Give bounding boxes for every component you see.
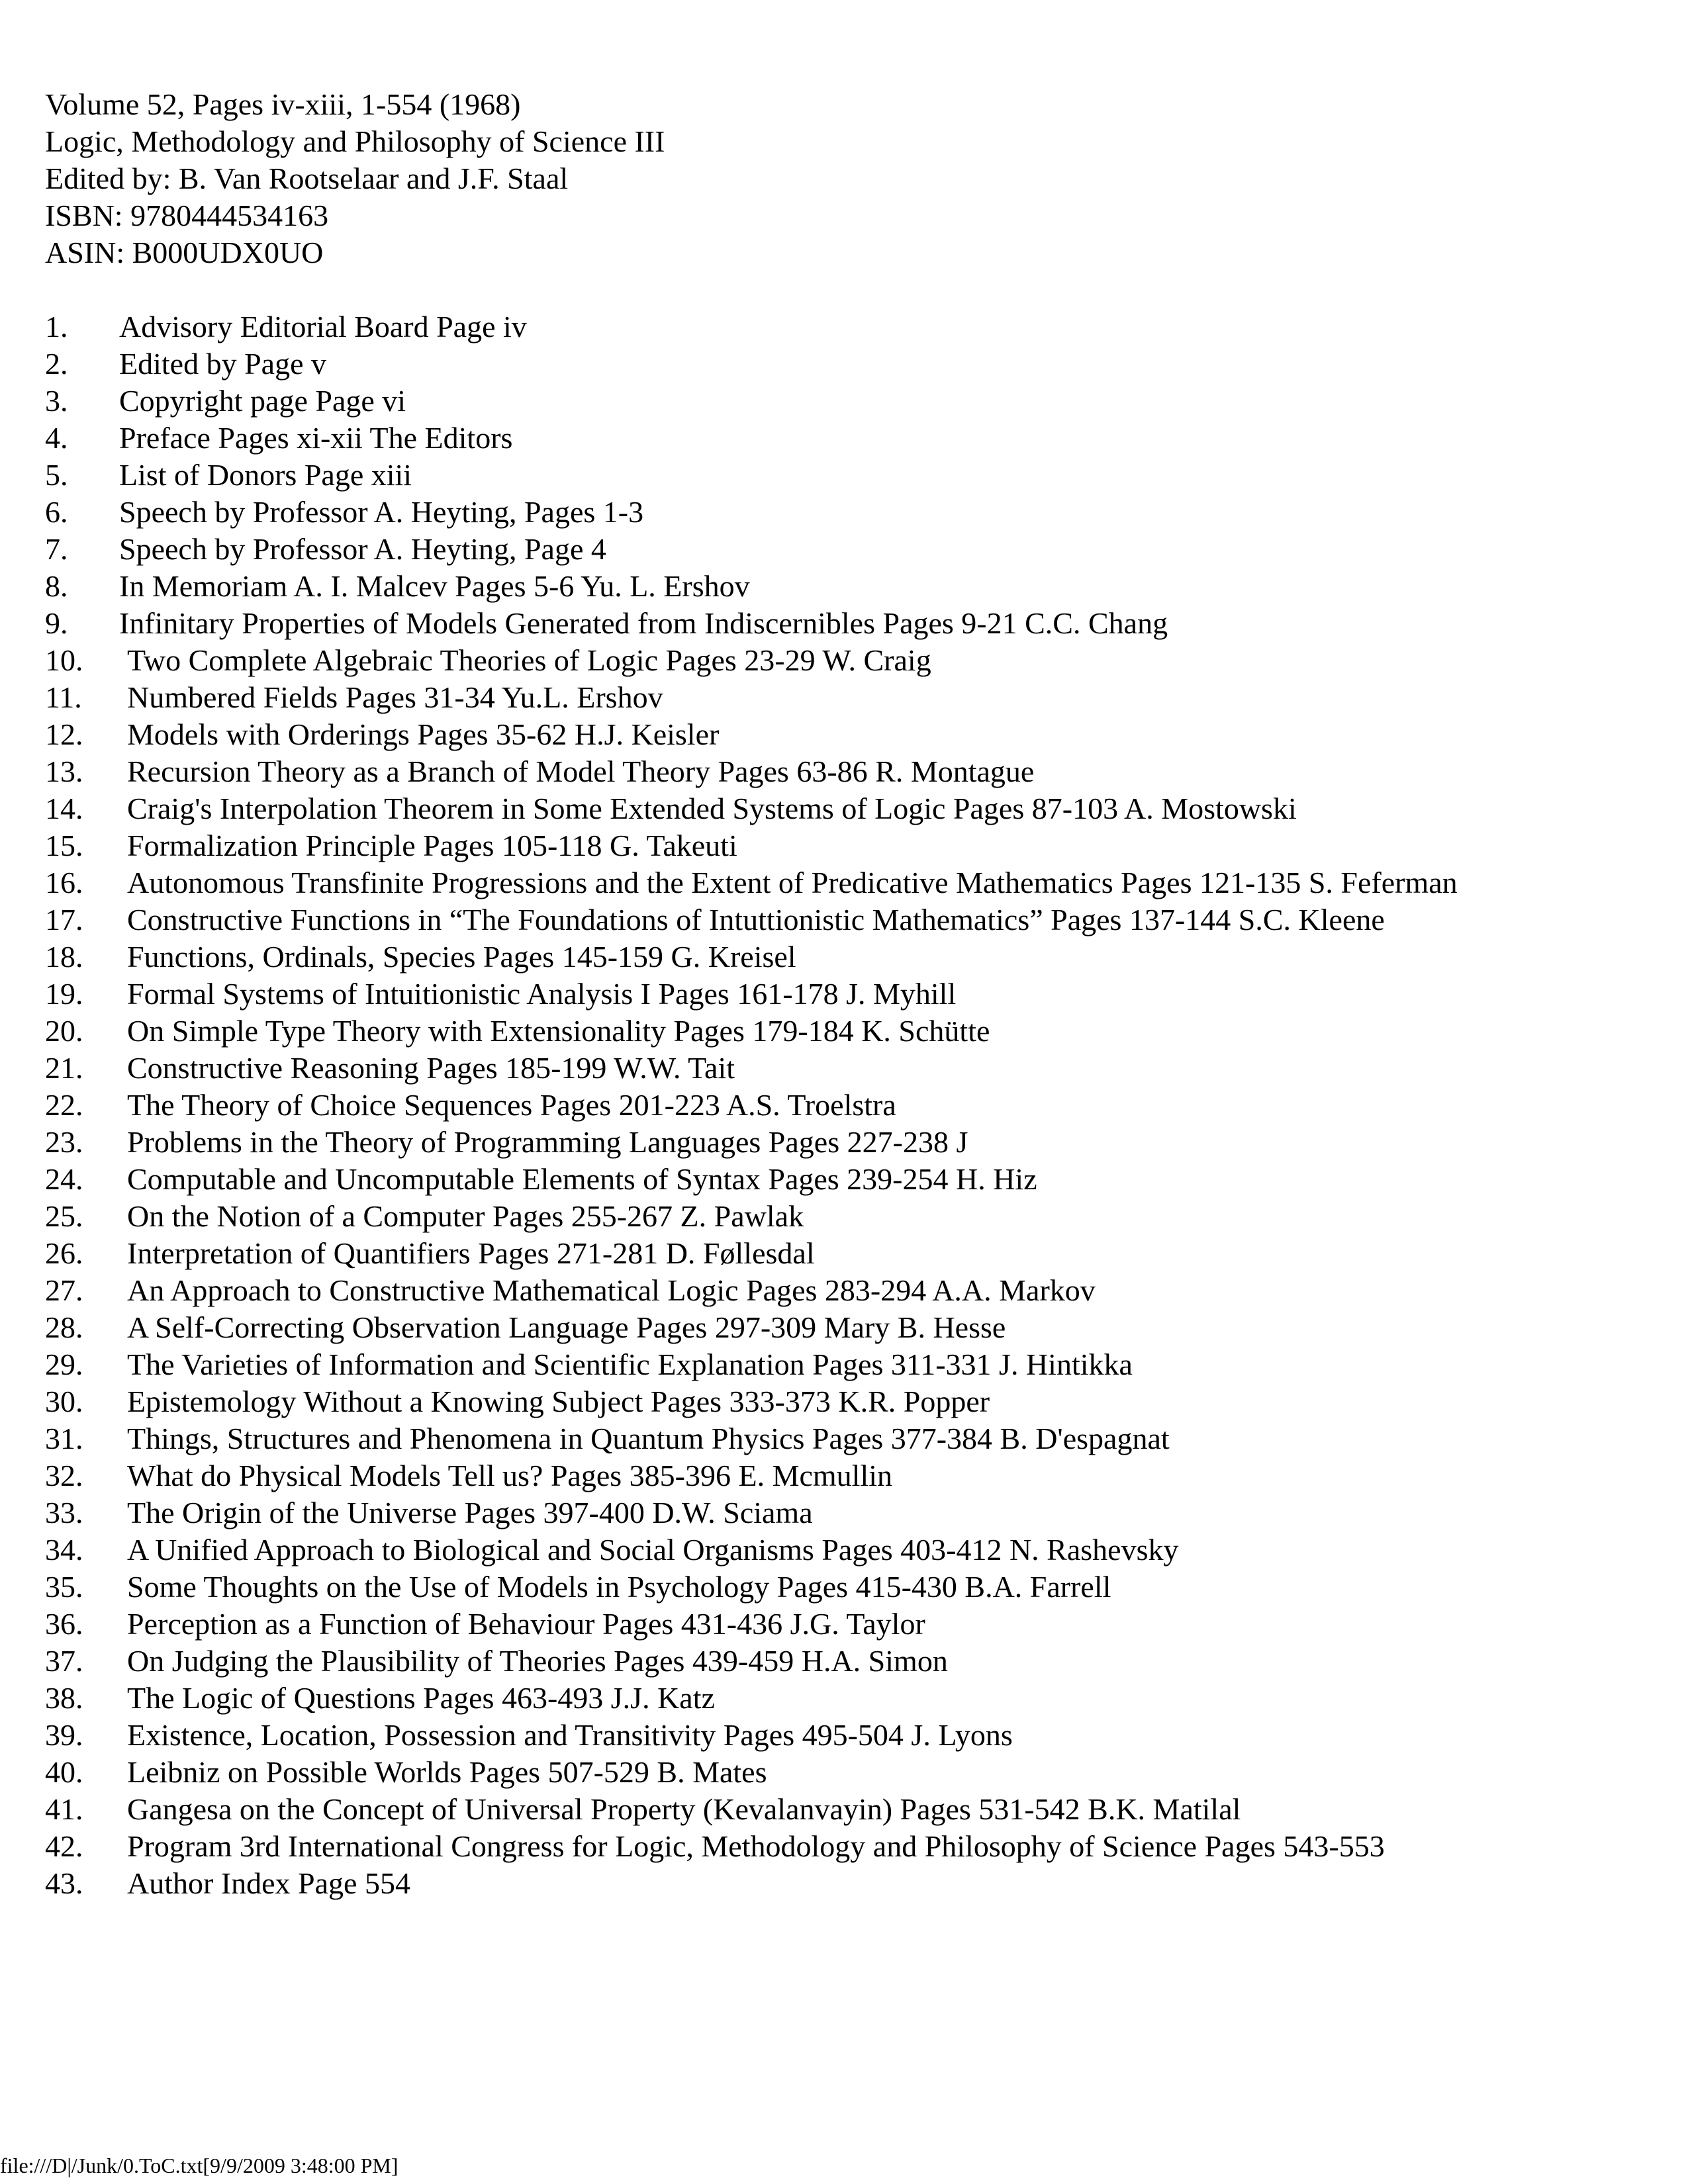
toc-entry (45, 1643, 1660, 1680)
toc-entry (45, 1124, 1660, 1161)
toc-entry-number: 29. (45, 1347, 83, 1381)
toc-entry (45, 420, 1660, 457)
toc-entry (45, 1272, 1660, 1309)
table-of-contents (45, 308, 1660, 1902)
toc-entry (45, 1235, 1660, 1272)
toc-entry-number: 5. (45, 458, 68, 492)
toc-entry-text: Formal Systems of Intuitionistic Analysis I Pages 161-178 J. Myhill (127, 977, 957, 1011)
asin-line: ASIN: B000UDX0UO (45, 236, 324, 269)
toc-entry-number: 42. (45, 1829, 83, 1863)
toc-entry-text: Recursion Theory as a Branch of Model Theory Pages 63-86 R. Montague (127, 754, 1035, 788)
toc-entry-text: Craig's Interpolation Theorem in Some Extended Systems of Logic Pages 87-103 A. Mostowski (127, 792, 1297, 825)
toc-entry-text: List of Donors Page xiii (119, 458, 412, 492)
toc-entry-text: Autonomous Transfinite Progressions and the Extent of Predicative Mathematics Pages 121-135 S. Feferman (127, 866, 1458, 899)
toc-entry (45, 1828, 1660, 1865)
toc-entry (45, 938, 1660, 976)
toc-entry-text: The Origin of the Universe Pages 397-400 D.W. Sciama (127, 1496, 813, 1529)
toc-entry-text: Preface Pages xi-xii The Editors (119, 421, 513, 455)
toc-entry-text: Existence, Location, Possession and Transitivity Pages 495-504 J. Lyons (127, 1718, 1013, 1752)
toc-entry-text: Gangesa on the Concept of Universal Property (Kevalanvayin) Pages 531-542 B.K. Matilal (127, 1792, 1241, 1826)
toc-entry-text: Edited by Page v (119, 347, 326, 381)
toc-entry (45, 1383, 1660, 1420)
toc-entry-number: 24. (45, 1162, 83, 1196)
toc-entry-text: Two Complete Algebraic Theories of Logic Pages 23-29 W. Craig (127, 643, 931, 677)
toc-entry-number: 14. (45, 792, 83, 825)
toc-entry-number: 34. (45, 1533, 83, 1567)
toc-entry-number: 27. (45, 1273, 83, 1307)
toc-entry (45, 1531, 1660, 1569)
toc-entry-text: On Simple Type Theory with Extensionality Pages 179-184 K. Schütte (127, 1014, 990, 1048)
toc-entry-text: On the Notion of a Computer Pages 255-267 Z. Pawlak (127, 1199, 804, 1233)
toc-entry (45, 457, 1660, 494)
toc-entry-text: Some Thoughts on the Use of Models in Psychology Pages 415-430 B.A. Farrell (127, 1570, 1111, 1604)
toc-entry-number: 6. (45, 495, 68, 529)
toc-entry-text: Leibniz on Possible Worlds Pages 507-529 B. Mates (127, 1755, 767, 1789)
toc-entry-number: 2. (45, 347, 68, 381)
toc-entry-text: Interpretation of Quantifiers Pages 271-281 D. Føllesdal (127, 1236, 815, 1270)
toc-entry (45, 1346, 1660, 1383)
toc-entry-text: Numbered Fields Pages 31-34 Yu.L. Ershov (127, 680, 663, 714)
toc-entry-text: Computable and Uncomputable Elements of Syntax Pages 239-254 H. Hiz (127, 1162, 1037, 1196)
toc-entry-number: 36. (45, 1607, 83, 1641)
toc-entry-text: A Self-Correcting Observation Language Pages 297-309 Mary B. Hesse (127, 1310, 1006, 1344)
toc-entry-text: Author Index Page 554 (127, 1866, 410, 1900)
toc-entry (45, 531, 1660, 568)
toc-entry-number: 25. (45, 1199, 83, 1233)
toc-entry-text: Advisory Editorial Board Page iv (119, 310, 527, 343)
toc-entry (45, 976, 1660, 1013)
toc-entry-number: 19. (45, 977, 83, 1011)
toc-entry (45, 716, 1660, 753)
toc-entry-number: 37. (45, 1644, 83, 1678)
toc-entry (45, 1161, 1660, 1198)
toc-entry-number: 39. (45, 1718, 83, 1752)
toc-entry-text: The Logic of Questions Pages 463-493 J.J. Katz (127, 1681, 715, 1715)
toc-entry (45, 1569, 1660, 1606)
toc-entry-text: The Varieties of Information and Scientific Explanation Pages 311-331 J. Hintikka (127, 1347, 1133, 1381)
toc-entry-text: Program 3rd International Congress for Logic, Methodology and Philosophy of Science Pages 543-553 (127, 1829, 1385, 1863)
toc-entry (45, 864, 1660, 901)
toc-entry-text: Formalization Principle Pages 105-118 G. Takeuti (127, 829, 737, 862)
book-header (45, 86, 1660, 271)
toc-entry-number: 38. (45, 1681, 83, 1715)
toc-entry-number: 11. (45, 680, 82, 714)
toc-entry (45, 790, 1660, 827)
toc-entry (45, 1791, 1660, 1828)
toc-entry-number: 28. (45, 1310, 83, 1344)
volume-line: Volume 52, Pages iv-xiii, 1-554 (1968) (45, 87, 521, 121)
toc-entry-number: 12. (45, 717, 83, 751)
toc-entry (45, 679, 1660, 716)
toc-entry-number: 26. (45, 1236, 83, 1270)
toc-entry (45, 1754, 1660, 1791)
toc-entry-number: 32. (45, 1459, 83, 1492)
toc-entry-text: Models with Orderings Pages 35-62 H.J. Keisler (127, 717, 720, 751)
toc-entry (45, 308, 1660, 345)
toc-entry-number: 21. (45, 1051, 83, 1085)
toc-entry-number: 4. (45, 421, 68, 455)
toc-entry-text: Speech by Professor A. Heyting, Pages 1-3 (119, 495, 644, 529)
toc-entry-text: In Memoriam A. I. Malcev Pages 5-6 Yu. L. Ershov (119, 569, 750, 603)
toc-entry (45, 345, 1660, 383)
toc-entry (45, 1717, 1660, 1754)
toc-entry-number: 16. (45, 866, 83, 899)
toc-entry-number: 18. (45, 940, 83, 974)
toc-entry-text: Infinitary Properties of Models Generated from Indiscernibles Pages 9-21 C.C. Chang (119, 606, 1168, 640)
toc-entry-text: Constructive Reasoning Pages 185-199 W.W. Tait (127, 1051, 735, 1085)
toc-entry-number: 33. (45, 1496, 83, 1529)
toc-entry (45, 642, 1660, 679)
toc-entry-number: 13. (45, 754, 83, 788)
toc-entry (45, 1680, 1660, 1717)
toc-entry (45, 1494, 1660, 1531)
toc-entry (45, 827, 1660, 864)
toc-entry (45, 1050, 1660, 1087)
toc-entry (45, 1309, 1660, 1346)
toc-entry-text: Functions, Ordinals, Species Pages 145-159 G. Kreisel (127, 940, 796, 974)
isbn-line: ISBN: 9780444534163 (45, 199, 329, 232)
toc-entry-number: 30. (45, 1385, 83, 1418)
toc-entry (45, 1420, 1660, 1457)
toc-entry-number: 41. (45, 1792, 83, 1826)
toc-entry-text: Epistemology Without a Knowing Subject Pages 333-373 K.R. Popper (127, 1385, 990, 1418)
toc-entry-number: 1. (45, 310, 68, 343)
toc-entry-text: An Approach to Constructive Mathematical Logic Pages 283-294 A.A. Markov (127, 1273, 1096, 1307)
toc-entry-number: 3. (45, 384, 68, 418)
toc-entry-number: 31. (45, 1422, 83, 1455)
toc-entry (45, 568, 1660, 605)
toc-entry-text: Constructive Functions in “The Foundations of Intuttionistic Mathematics” Pages 137-144 S.C. Kleene (127, 903, 1385, 936)
toc-entry-text: Problems in the Theory of Programming Languages Pages 227-238 J (127, 1125, 968, 1159)
file-path-footer: file:///D|/Junk/0.ToC.txt[9/9/2009 3:48:00 PM] (0, 2154, 399, 2177)
toc-entry-text: Things, Structures and Phenomena in Quantum Physics Pages 377-384 B. D'espagnat (127, 1422, 1170, 1455)
book-title: Logic, Methodology and Philosophy of Science III (45, 124, 665, 158)
toc-entry-number: 7. (45, 532, 68, 566)
toc-entry (45, 1457, 1660, 1494)
toc-entry (45, 753, 1660, 790)
toc-entry-number: 35. (45, 1570, 83, 1604)
toc-entry-number: 40. (45, 1755, 83, 1789)
toc-entry (45, 605, 1660, 642)
toc-entry (45, 1865, 1660, 1902)
document-page (45, 86, 1660, 1902)
toc-entry-number: 23. (45, 1125, 83, 1159)
toc-entry-text: Perception as a Function of Behaviour Pages 431-436 J.G. Taylor (127, 1607, 925, 1641)
toc-entry-text: What do Physical Models Tell us? Pages 385-396 E. Mcmullin (127, 1459, 893, 1492)
toc-entry-text: The Theory of Choice Sequences Pages 201-223 A.S. Troelstra (127, 1088, 896, 1122)
toc-entry (45, 901, 1660, 938)
toc-entry (45, 1198, 1660, 1235)
toc-entry-number: 8. (45, 569, 68, 603)
toc-entry-number: 43. (45, 1866, 83, 1900)
toc-entry (45, 494, 1660, 531)
toc-entry (45, 1606, 1660, 1643)
toc-entry (45, 383, 1660, 420)
toc-entry (45, 1013, 1660, 1050)
toc-entry-number: 15. (45, 829, 83, 862)
toc-entry-text: A Unified Approach to Biological and Social Organisms Pages 403-412 N. Rashevsky (127, 1533, 1179, 1567)
toc-entry-number: 22. (45, 1088, 83, 1122)
editors-line: Edited by: B. Van Rootselaar and J.F. Staal (45, 161, 569, 195)
toc-entry-number: 10. (45, 643, 83, 677)
toc-entry (45, 1087, 1660, 1124)
toc-entry-text: Copyright page Page vi (119, 384, 406, 418)
toc-entry-number: 9. (45, 606, 68, 640)
toc-entry-number: 20. (45, 1014, 83, 1048)
toc-entry-text: On Judging the Plausibility of Theories Pages 439-459 H.A. Simon (127, 1644, 948, 1678)
toc-entry-text: Speech by Professor A. Heyting, Page 4 (119, 532, 606, 566)
toc-entry-number: 17. (45, 903, 83, 936)
